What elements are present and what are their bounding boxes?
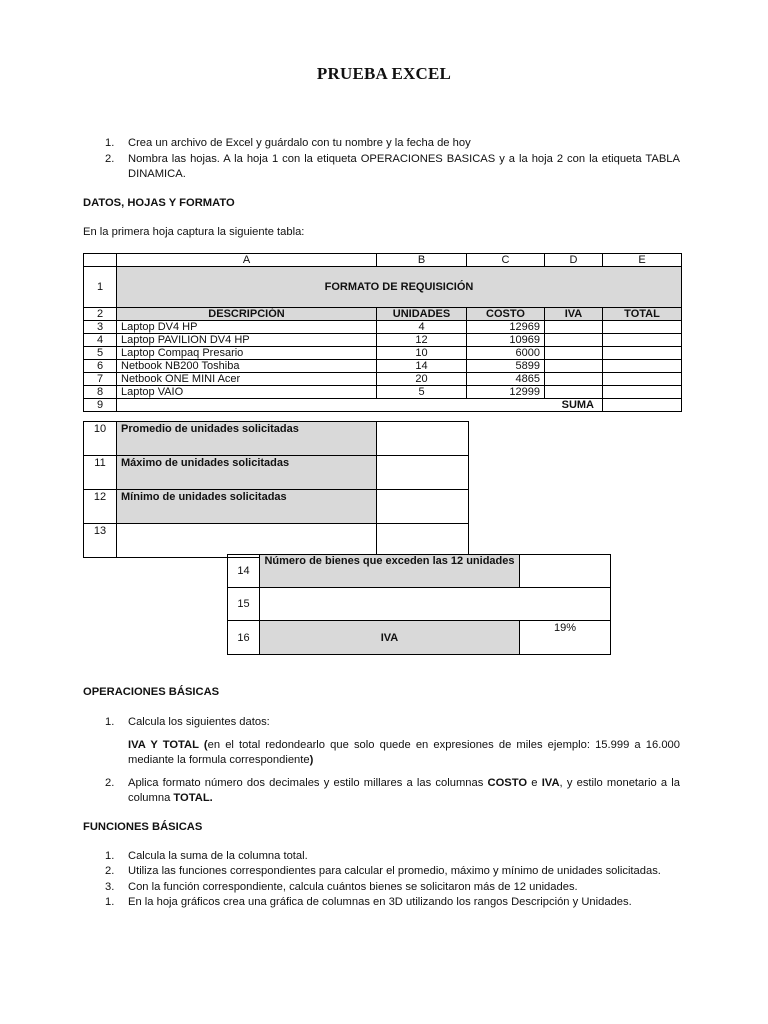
cell-total [603,373,682,386]
cell-iva [545,360,603,373]
table-title-cell: FORMATO DE REQUISICIÓN [117,267,682,308]
row-number: 9 [84,399,117,412]
cell-costo: 4865 [467,373,545,386]
header-row [84,308,682,321]
cell-iva [545,334,603,347]
stats-row [84,422,469,456]
table-row [84,373,682,386]
cell-costo: 5899 [467,360,545,373]
ops-item-2-total: TOTAL. [173,792,213,804]
col-letter-e: E [603,254,682,267]
cell-unidades: 14 [377,360,467,373]
cell-unidades: 5 [377,386,467,399]
suma-row [84,399,682,412]
func-item-4-number: 1. [105,896,115,908]
stats-label-empty [117,524,377,558]
cell-descripcion: Laptop DV4 HP [117,321,377,334]
header-costo: COSTO [467,308,545,321]
header-unidades: UNIDADES [377,308,467,321]
cell-costo: 6000 [467,347,545,360]
table-row [84,321,682,334]
cell-descripcion: Laptop VAIO [117,386,377,399]
table-row [84,347,682,360]
ops-item-2-part-d: , y estilo monetario a la columna [128,777,680,804]
row-number: 12 [84,490,117,524]
stats-value-cell [377,490,469,524]
col-letter-a: A [117,254,377,267]
row-number: 3 [84,321,117,334]
cell-descripcion: Laptop Compaq Presario [117,347,377,360]
intro-item-1-number: 1. [105,137,115,149]
title-row [84,267,682,308]
corner-cell [84,254,117,267]
ops-sub-paragraph [128,738,680,768]
stats-label-maximo: Máximo de unidades solicitadas [117,456,377,490]
row-14 [228,555,611,588]
stats-row [84,524,469,558]
cell-unidades: 10 [377,347,467,360]
section-heading-datos: DATOS, HOJAS Y FORMATO [83,197,235,209]
row-number: 8 [84,386,117,399]
intro-item-2-text: Nombra las hojas. A la hoja 1 con la etiqueta OPERACIONES BASICAS y a la hoja 2 con la etiqueta TABLA DINAMICA. [128,153,680,180]
cell-iva [545,373,603,386]
func-item-1-number: 1. [105,850,115,862]
extra-table [227,554,611,655]
cell-total [603,360,682,373]
suma-value-cell [603,399,682,412]
iva-label: IVA [260,621,520,655]
section-heading-funciones: FUNCIONES BÁSICAS [83,821,203,833]
requisition-table [83,253,682,412]
header-total: TOTAL [603,308,682,321]
row-number: 14 [228,555,260,588]
ops-item-2-text [128,776,680,806]
cell-costo: 12999 [467,386,545,399]
ops-sub-bold: IVA Y TOTAL ( [128,739,208,751]
ops-item-2-part-a: Aplica formato número dos decimales y estilo millares a las columnas [128,777,488,789]
cell-total [603,386,682,399]
cell-total [603,347,682,360]
section-heading-operaciones: OPERACIONES BÁSICAS [83,686,220,698]
cell-costo: 12969 [467,321,545,334]
row-number: 6 [84,360,117,373]
stats-row [84,490,469,524]
cell-total [603,334,682,347]
cell-unidades: 20 [377,373,467,386]
intro-item-2-number: 2. [105,153,115,165]
func-item-3-number: 3. [105,881,115,893]
row-number: 2 [84,308,117,321]
func-item-1-text: Calcula la suma de la columna total. [128,850,308,862]
stats-value-cell [377,456,469,490]
empty-cell [260,588,611,621]
row-15 [228,588,611,621]
table-row [84,386,682,399]
row-16 [228,621,611,655]
cell-total [603,321,682,334]
table-row [84,334,682,347]
row-number: 7 [84,373,117,386]
stats-table [83,421,469,558]
header-descripcion: DESCRIPCIÓN [117,308,377,321]
table-row [84,360,682,373]
cell-unidades: 4 [377,321,467,334]
exceed-label: Número de bienes que exceden las 12 unidades [260,555,520,588]
cell-iva [545,321,603,334]
row-number: 16 [228,621,260,655]
row-number: 13 [84,524,117,558]
header-iva: IVA [545,308,603,321]
row-number: 15 [228,588,260,621]
col-letter-b: B [377,254,467,267]
ops-item-2-iva: IVA [541,777,560,789]
page-title: PRUEBA EXCEL [316,64,452,83]
func-item-4-text: En la hoja gráficos crea una gráfica de columnas en 3D utilizando los rangos Descripción y Unidades. [128,896,632,908]
stats-value-cell [377,422,469,456]
row-number: 5 [84,347,117,360]
row-number: 1 [84,267,117,308]
ops-item-1-text: Calcula los siguientes datos: [128,716,270,728]
ops-item-2-costo: COSTO [487,777,528,789]
stats-label-promedio: Promedio de unidades solicitadas [117,422,377,456]
cell-iva [545,347,603,360]
cell-costo: 10969 [467,334,545,347]
intro-item-1-text: Crea un archivo de Excel y guárdalo con tu nombre y la fecha de hoy [128,137,471,149]
row-number: 4 [84,334,117,347]
row-number: 11 [84,456,117,490]
exceed-value-cell [520,555,611,588]
ops-item-1-number: 1. [105,716,115,728]
suma-label: SUMA [117,399,603,412]
cell-descripcion: Laptop PAVILION DV4 HP [117,334,377,347]
func-item-2-text: Utiliza las funciones correspondientes para calcular el promedio, máximo y mínimo de unidades solicitadas. [128,865,661,877]
stats-label-minimo: Mínimo de unidades solicitadas [117,490,377,524]
stats-value-cell [377,524,469,558]
func-item-3-text: Con la función correspondiente, calcula cuántos bienes se solicitaron más de 12 unidades. [128,881,578,893]
section-datos-paragraph: En la primera hoja captura la siguiente tabla: [83,226,305,238]
col-letter-d: D [545,254,603,267]
ops-item-2-number: 2. [105,777,115,789]
row-number: 10 [84,422,117,456]
col-letter-c: C [467,254,545,267]
ops-sub-close: ) [309,754,314,766]
func-item-2-number: 2. [105,865,115,877]
cell-unidades: 12 [377,334,467,347]
cell-descripcion: Netbook NB200 Toshiba [117,360,377,373]
cell-iva [545,386,603,399]
iva-value: 19% [520,621,611,655]
ops-item-2-part-c: e [527,777,542,789]
stats-row [84,456,469,490]
cell-descripcion: Netbook ONE MINI Acer [117,373,377,386]
column-letters-row [84,254,682,267]
ops-sub-text: en el total redondearlo que solo quede en expresiones de miles ejemplo: 15.999 a 16.000 mediante la formula correspondiente [128,739,680,766]
